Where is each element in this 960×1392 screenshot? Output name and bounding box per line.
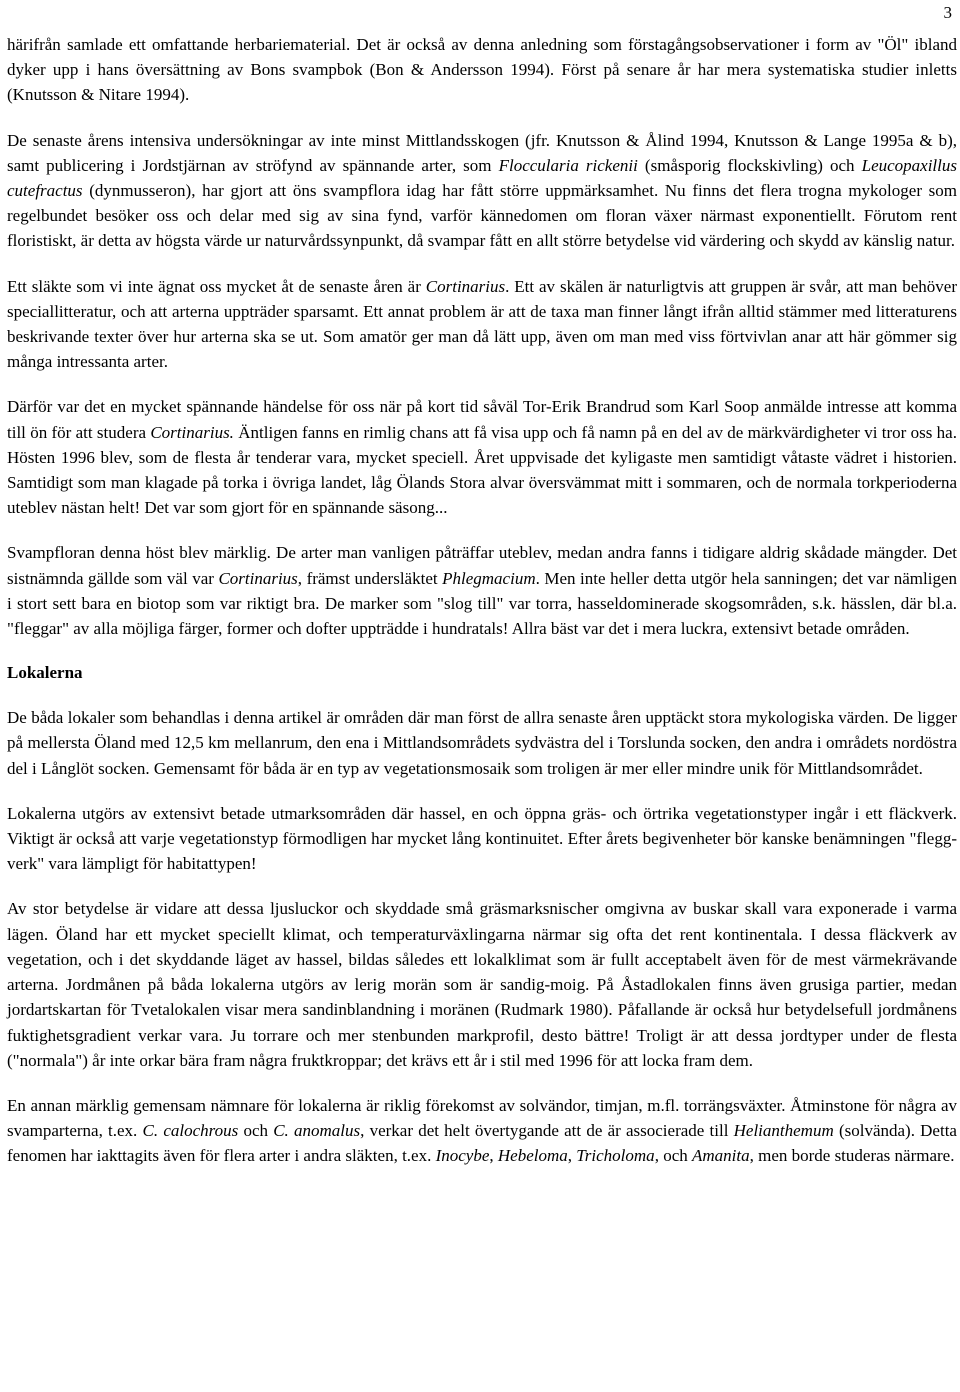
paragraph: Svampfloran denna höst blev märklig. De arter man vanligen påträffar uteblev, medan andra fanns i tidigare aldrig skådade mängder. Det sistnämnda gällde som väl var Cortinarius, främst undersläktet Phlegmacium. Men inte heller detta utgör hela sanningen; det var nämligen i stort sett bara en biotop som var riktigt bra. De marker som "slog till" var torra, hasseldominerade skogsområden, s.k. hässlen, där bl.a. "fleggar" av alla möjliga färger, former och dofter uppträdde i hundratals! Allra bäst var det i mera luckra, extensivt betade områden. xyxy=(7,543,958,639)
section-heading: Lokalerna xyxy=(7,663,83,683)
paragraph: Därför var det en mycket spännande händelse för oss när på kort tid såväl Tor-Erik Brandrud som Karl Soop anmälde intresse att komma till ön för att studera Cortinarius. Äntligen fanns en rimlig chans att få visa upp och få namn på en del av de märkvärdigheter vi tror oss ha. Hösten 1996 blev, som de flesta år tenderar vara, mycket speciell. Året uppvisade det kyligaste men samtidigt våtaste vädret i historien. Samtidigt som man klagade på torka i övriga landet, låg Ölands Stora alvar översvämmat mitt i sommaren, och de normala torkperioderna uteblev nästan helt! Det var som gjort för en spännande säsong... xyxy=(7,397,957,518)
page-body xyxy=(7,32,957,1189)
paragraph: De senaste årens intensiva undersökningar av inte minst Mittlandsskogen (jfr. Knutsson & Ålind 1994, Knutsson & Lange 1995a & b), samt publicering i Jordstjärnan av ströfynd av spännande arter, som Floccularia rickenii (småsporig flockskivling) och Leucopaxillus cutefractus (dynmusseron), har gjort att öns svampflora idag har fått större uppmärksamhet. Nu finns det flera trogna mykologer som regelbundet besöker oss och delar med sig av sina fynd, varför kännedomen om floran växer närmast exponentiellt. Förutom rent floristiskt, är detta av högsta värde ur naturvårdssynpunkt, då svampar fått en allt större betydelse vid värdering och skydd av känslig natur. xyxy=(7,130,957,251)
paragraph: En annan märklig gemensam nämnare för lokalerna är riklig förekomst av solvändor, timjan, m.fl. torrängsväxter. Åtminstone för några av svamparterna, t.ex. C. calochrous och C. anomalus, verkar det helt övertygande att de är associerade till Helianthemum (solvända). Detta fenomen har iakttagits även för flera arter i andra släkten, t.ex. Inocybe, Hebeloma, Tricholoma, och Amanita, men borde studeras närmare. xyxy=(7,1095,957,1166)
page-number: 3 xyxy=(943,3,952,22)
paragraph: De båda lokaler som behandlas i denna artikel är områden där man först de allra senaste åren upptäckt stora mykologiska värden. De ligger på mellersta Öland med 12,5 km mellanrum, den ena i Mittlandsområdets sydvästra del i Torslunda socken, den andra i områdets nordöstra del i Långlöt socken. Gemensamt för båda är en typ av vegetationsmosaik som troligen är mer eller mindre unik för Mittlandsområdet. xyxy=(7,708,957,778)
paragraph: Lokalerna utgörs av extensivt betade utmarksområden där hassel, en och öppna gräs- och örtrika vegetationstyper ingår i ett fläckverk. Viktigt är också att varje vegetationstyp förmodligen har mycket lång kontinuitet. Efter årets begivenheter bör kanske benämningen "flegg-verk" vara lämpligt för habitattypen! xyxy=(7,803,957,874)
paragraph: Av stor betydelse är vidare att dessa ljusluckor och skyddade små gräsmarksnischer omgivna av buskar skall vara exponerade i varma lägen. Öland har ett mycket speciellt klimat, och temperaturväxlingarna närmar sig ofta det rent kontinentala. I dessa fläckverk av vegetation, och i det skyddande läget av hassel, bildas således ett lokalklimat som är fullt acceptabelt även för de mest värmekrävande arterna. Jordmånen på båda lokalerna utgörs av lerig morän som är sandig-moig. På Åstadlokalen finns även grusiga partier, medan jordartskartan för Tvetalokalen visar mera sandinblandning i moränen (Rudmark 1980). Påfallande är också hur betydelsefull jordmånens fuktighetsgradient verkar vara. Ju torrare och mer stenbunden markprofil, desto bättre! Troligt är att dessa jordtyper under de flesta ("normala") år inte orkar bära fram några fruktkroppar; det krävs ett år i stil med 1996 för att locka fram dem. xyxy=(7,899,957,1070)
paragraph: Ett släkte som vi inte ägnat oss mycket åt de senaste åren är Cortinarius. Ett av skälen är naturligtvis att gruppen är svår, att man behöver speciallitteratur, och att arterna uppträder sparsamt. Ett annat problem är att de taxa man finner långt ifrån alltid stämmer med litteraturens beskrivande texter över hur arterna ska se ut. Som amatör ger man då lätt upp, även om man med viss förtvivlan anar att här gömmer sig många intressanta arter. xyxy=(7,276,958,372)
paragraph: härifrån samlade ett omfattande herbariematerial. Det är också av denna anledning som förstagångsobservationer i form av "Öl" ibland dyker upp i hans översättning av Bons svampbok (Bon & Andersson 1994). Först på senare år har mera systematiska studier inletts (Knutsson & Nitare 1994). xyxy=(7,35,957,105)
